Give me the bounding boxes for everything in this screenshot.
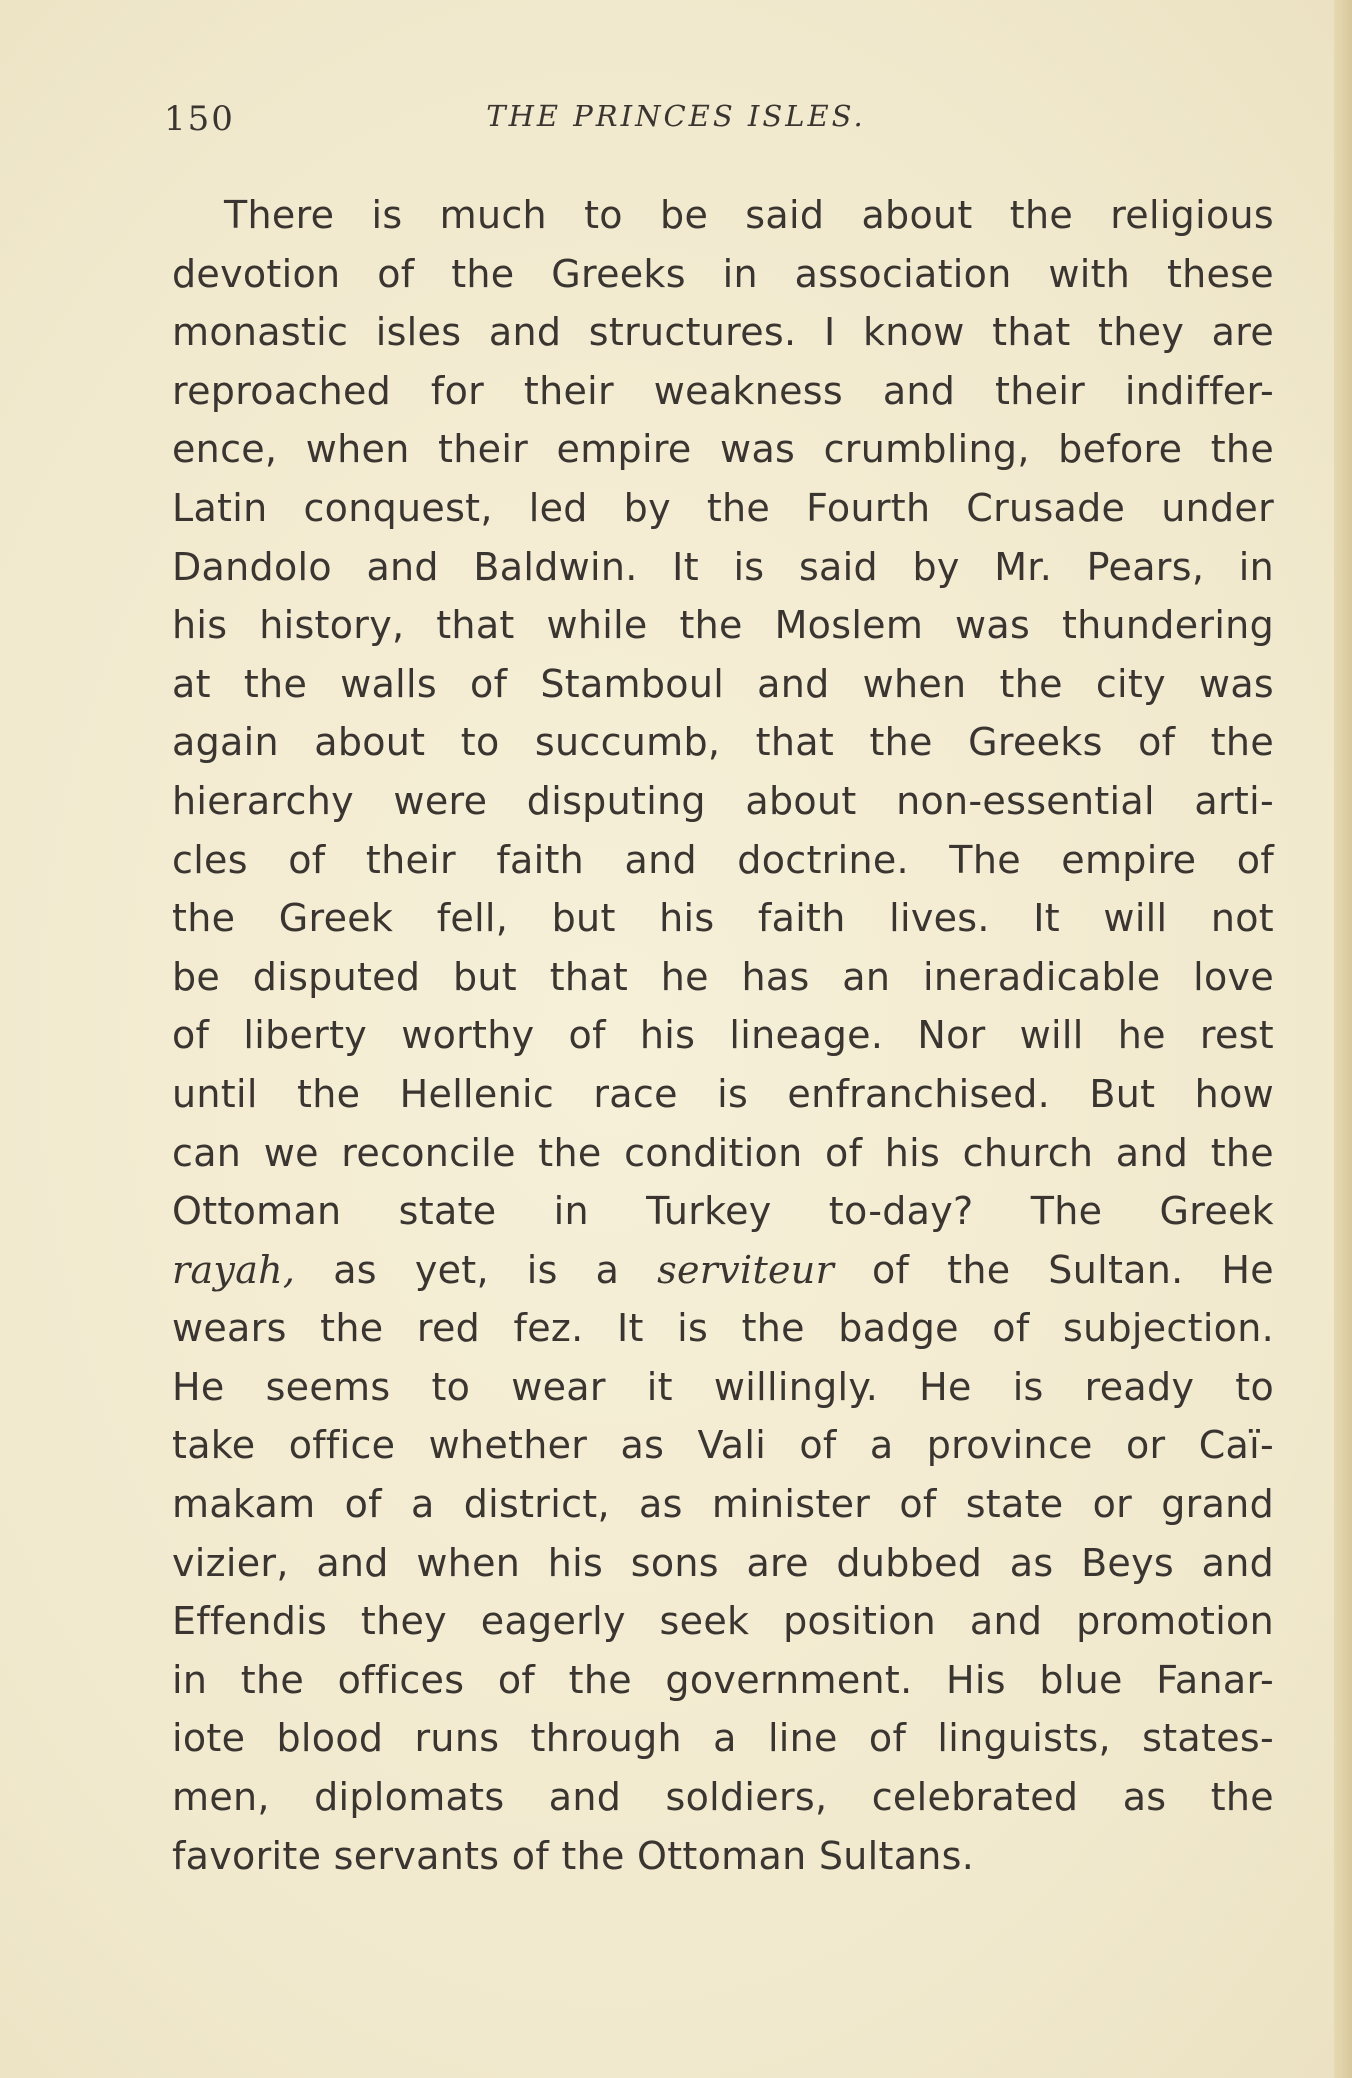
text-line: take office whether as Vali of a province or Caï- bbox=[172, 1423, 1274, 1468]
text-line: his history, that while the Moslem was thundering bbox=[172, 603, 1274, 648]
text-line: again about to succumb, that the Greeks of the bbox=[172, 720, 1274, 765]
text-line-with-italics bbox=[172, 1241, 1274, 1300]
italic-word: rayah, bbox=[172, 1247, 296, 1292]
text-line: reproached for their weakness and their indiffer- bbox=[172, 368, 1274, 413]
text-line: be disputed but that he has an ineradicable love bbox=[172, 954, 1274, 999]
page-edge bbox=[1334, 0, 1352, 2078]
text-line: in the offices of the government. His blue Fanar- bbox=[172, 1657, 1274, 1702]
text-line: cles of their faith and doctrine. The empire of bbox=[172, 837, 1274, 882]
text-line: at the walls of Stamboul and when the city was bbox=[172, 661, 1274, 706]
text-line: until the Hellenic race is enfranchised. But how bbox=[172, 1071, 1274, 1116]
running-title: THE PRINCES ISLES. bbox=[486, 99, 866, 133]
text-span: of the Sultan. He bbox=[834, 1247, 1274, 1292]
text-span: as yet, is a bbox=[295, 1247, 658, 1292]
text-line: He seems to wear it willingly. He is ready to bbox=[172, 1364, 1274, 1409]
page-number: 150 bbox=[164, 99, 235, 139]
text-line: hierarchy were disputing about non-essential arti- bbox=[172, 778, 1274, 823]
text-line: There is much to be said about the religious bbox=[224, 193, 1274, 237]
text-line: monastic isles and structures. I know that they are bbox=[172, 310, 1274, 355]
body-paragraph bbox=[172, 186, 1274, 1885]
text-line: Effendis they eagerly seek position and promotion bbox=[172, 1599, 1274, 1644]
text-line: Dandolo and Baldwin. It is said by Mr. Pears, in bbox=[172, 544, 1274, 589]
text-line: vizier, and when his sons are dubbed as Beys and bbox=[172, 1540, 1274, 1585]
text-line: of liberty worthy of his lineage. Nor will he rest bbox=[172, 1013, 1274, 1058]
text-line: Ottoman state in Turkey to-day? The Greek bbox=[172, 1189, 1274, 1234]
italic-word: serviteur bbox=[657, 1247, 835, 1292]
text-line: wears the red fez. It is the badge of subjection. bbox=[172, 1306, 1274, 1351]
text-line: Latin conquest, led by the Fourth Crusade under bbox=[172, 485, 1274, 530]
text-line: iote blood runs through a line of linguists, states- bbox=[172, 1716, 1274, 1761]
text-line: the Greek fell, but his faith lives. It will not bbox=[172, 896, 1274, 941]
page-header bbox=[0, 95, 1352, 145]
text-line: ence, when their empire was crumbling, before the bbox=[172, 427, 1274, 472]
text-line: makam of a district, as minister of state or grand bbox=[172, 1482, 1274, 1527]
text-line: devotion of the Greeks in association with these bbox=[172, 251, 1274, 296]
text-line: men, diplomats and soldiers, celebrated as the bbox=[172, 1775, 1274, 1820]
text-line: favorite servants of the Ottoman Sultans. bbox=[172, 1833, 975, 1878]
text-line: can we reconcile the condition of his church and the bbox=[172, 1130, 1274, 1175]
